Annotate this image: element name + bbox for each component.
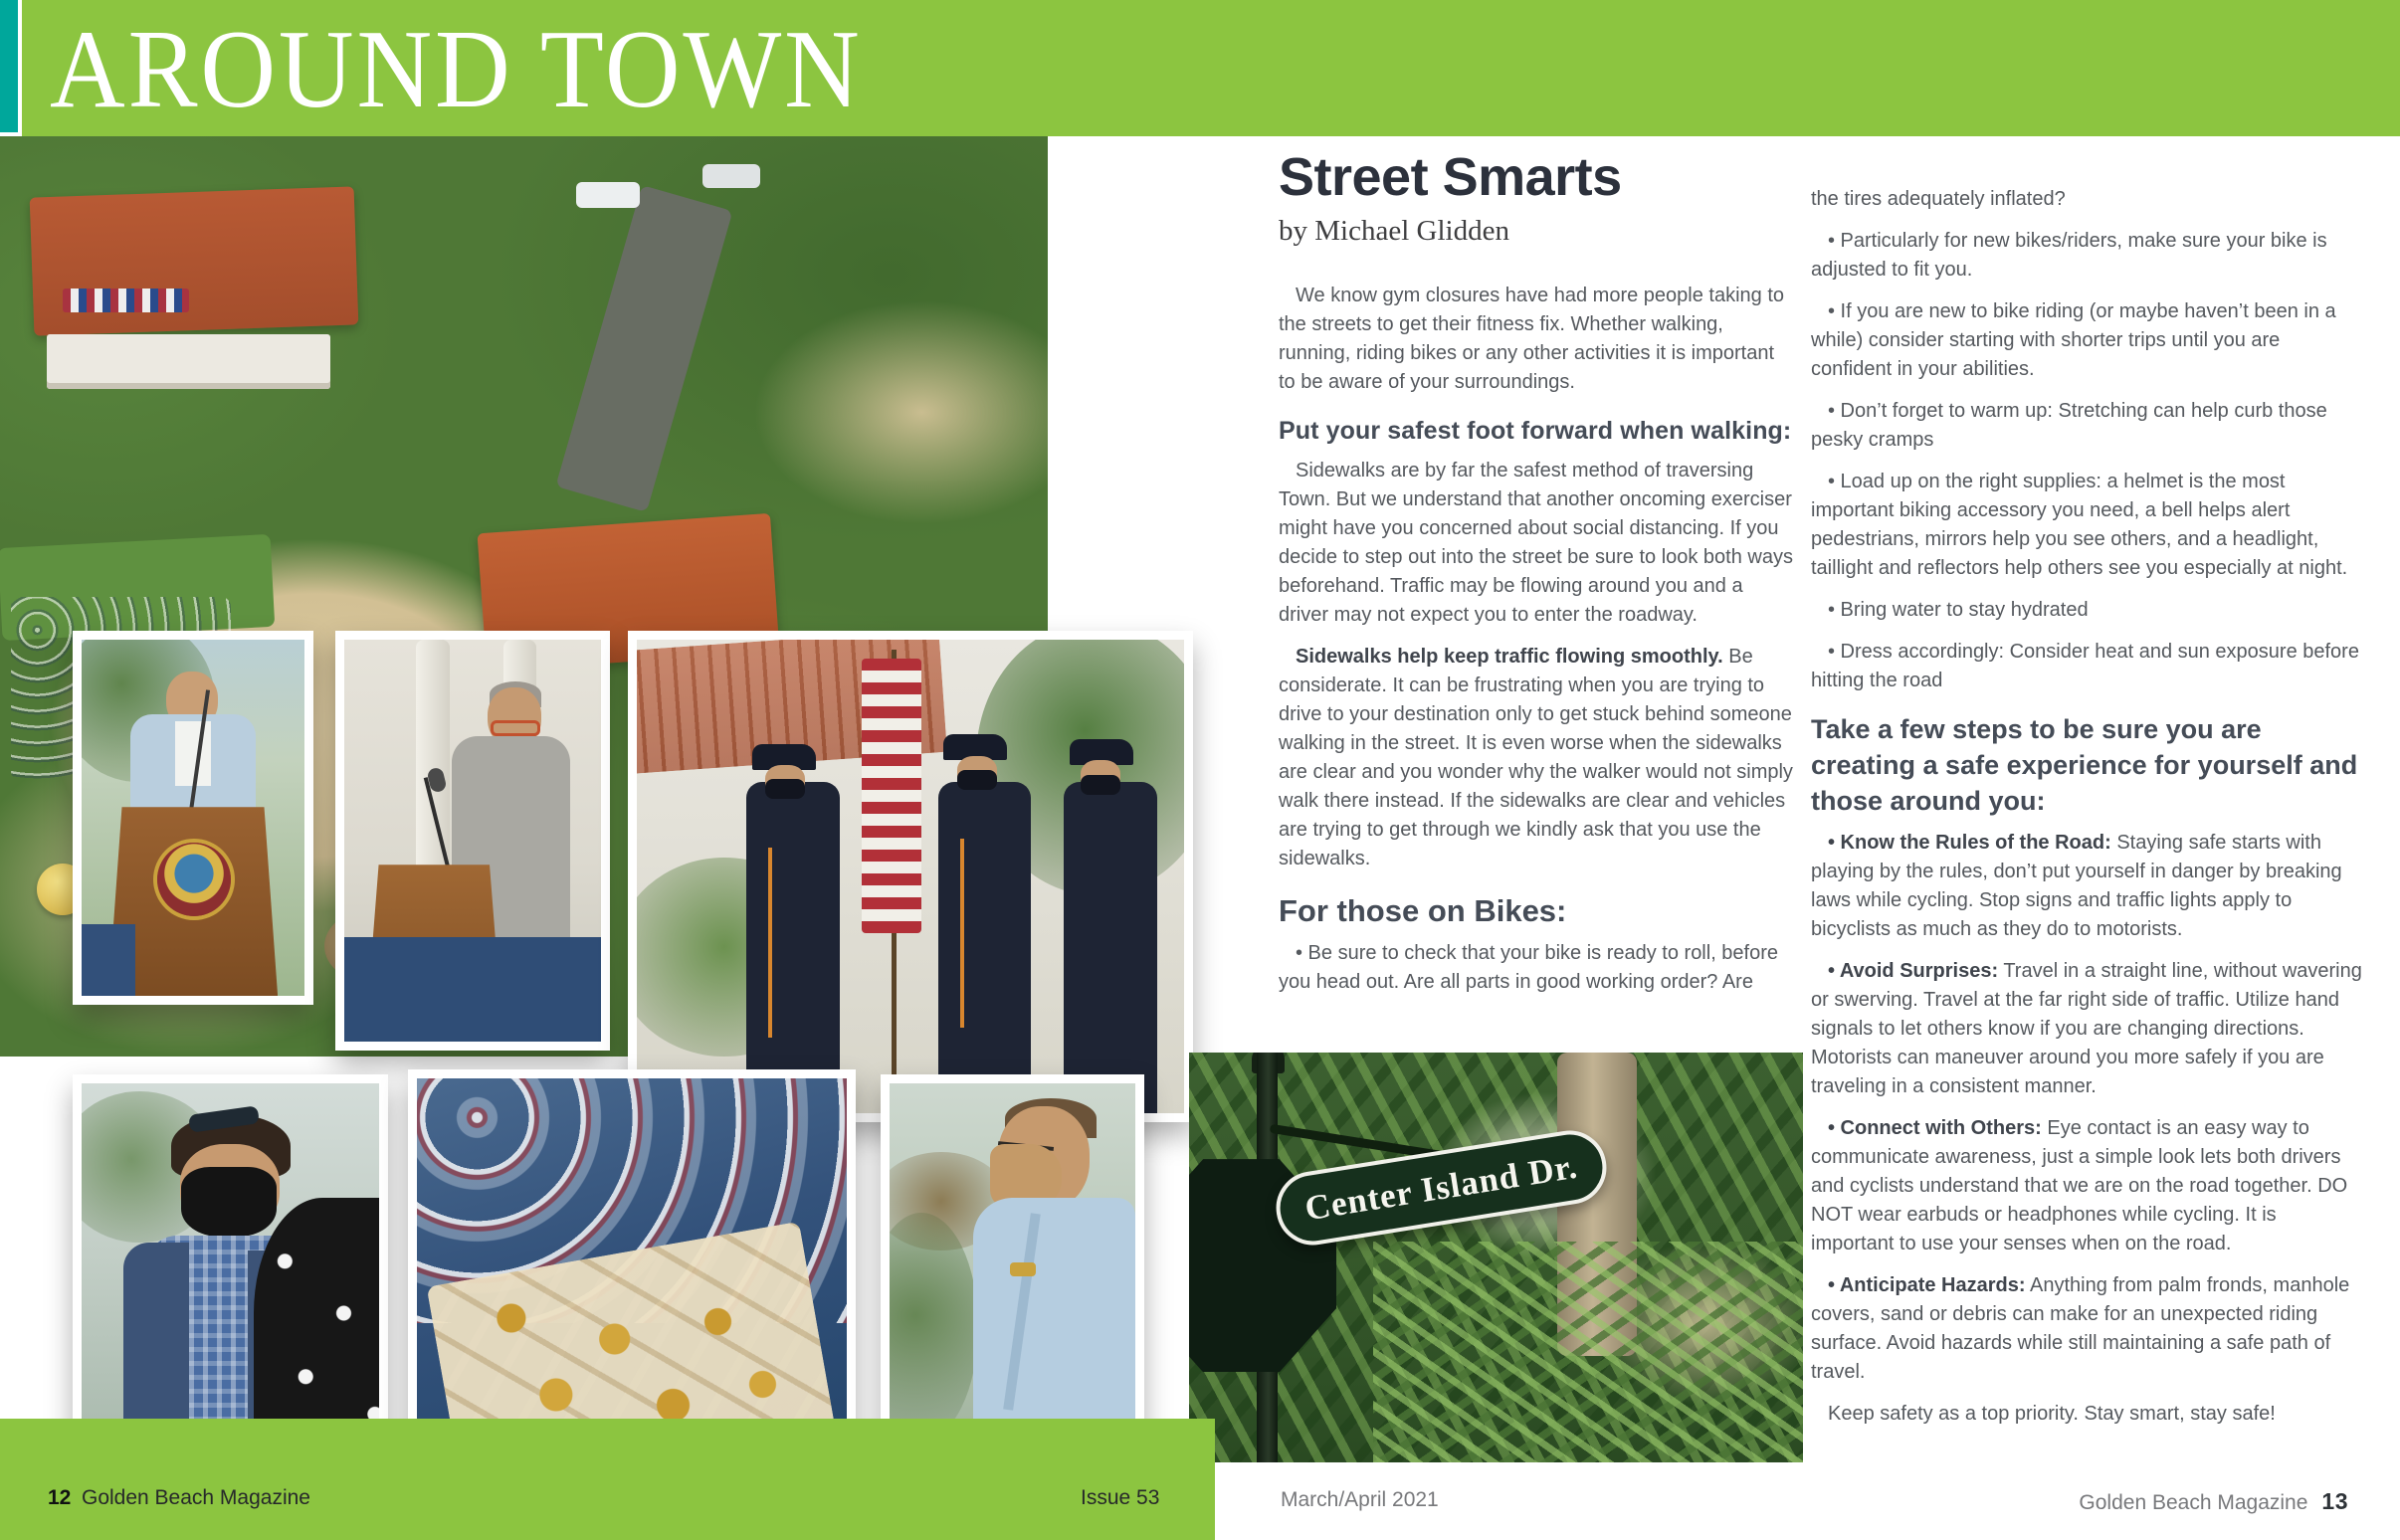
paragraph-closing: Keep safety as a top priority. Stay smart, stay safe! [1828, 1403, 2276, 1425]
american-flag [862, 659, 922, 933]
paragraph-continuation: the tires adequately inflated? [1811, 188, 2066, 210]
teal-accent-bar [0, 0, 18, 132]
blue-tablecloth [82, 924, 135, 996]
black-face-mask [765, 779, 805, 799]
tip-label: • Know the Rules of the Road: [1828, 832, 2111, 854]
tip-item [1811, 1271, 2364, 1387]
uniform-trim [768, 848, 772, 1037]
paragraph-sidewalks: Sidewalks are by far the safest method of traversing Town. But we understand that another oncoming exerciser might have you concerned about social distancing. If you decide to step out into the street be sure to look both ways beforehand. Traffic may be flowing around you and a driver may not expect you to enter the roadway. [1279, 460, 1793, 626]
bullet-item: • Bring water to stay hydrated [1828, 599, 2089, 621]
issue-number: Issue 53 [1081, 1486, 1160, 1509]
tip-text: Staying safe starts with playing by the rules, don’t put yourself in danger by breaking laws while cycling. Stop signs and traffic lights apply to bicyclists as much as they do to motorists. [1811, 832, 2342, 940]
photo-speaker-podium-1 [73, 631, 313, 1005]
bullet-item: • Load up on the right supplies: a helmet is the most important biking accessory you need, a bell helps alert pedestrians, mirrors help you see others, and a headlight, taillight and reflectors help others see you especially at night. [1811, 471, 2348, 579]
page-number-right: 13 [2321, 1488, 2348, 1514]
article-column-1 [1279, 149, 1796, 1010]
article-byline: by Michael Glidden [1279, 215, 1509, 247]
bullet-item: • Dress accordingly: Consider heat and sun exposure before hitting the road [1811, 641, 2359, 691]
section-title: AROUND TOWN [50, 8, 863, 131]
photo-center-island-drive [1189, 1053, 1803, 1462]
paragraph-intro: We know gym closures have had more people taking to the streets to get their fitness fix. Whether walking, running, riding bikes or any other activities it is important to be aware of your surroundings. [1279, 285, 1785, 393]
bullet-item: • If you are new to bike riding (or maybe haven’t been in a while) consider starting with shorter trips until you are confident in your abilities. [1811, 300, 2336, 380]
photo-police-honor-guard [628, 631, 1193, 1122]
magazine-name-right: Golden Beach Magazine [2079, 1491, 2308, 1514]
bullet-bike-check: • Be sure to check that your bike is ready to roll, before you head out. Are all parts in good working order? Are [1279, 942, 1779, 993]
black-face-mask [1081, 775, 1120, 795]
police-officer [1064, 782, 1157, 1113]
street-sign-label: Center Island Dr. [1302, 1146, 1581, 1229]
tip-text: Eye contact is an easy way to communicate awareness, just a simple look lets both drivers and cyclists understand that we are on the road together. DO NOT wear earbuds or headphones while cycling. It is important to use your senses when on the road. [1811, 1117, 2348, 1254]
tip-label: • Connect with Others: [1828, 1117, 2042, 1139]
heading-steps: Take a few steps to be sure you are creating a safe experience for yourself and those around you: [1811, 714, 2358, 816]
tip-item [1811, 957, 2364, 1101]
bullet-item: • Don’t forget to warm up: Stretching can help curb those pesky cramps [1811, 400, 2327, 451]
tip-text: Anything from palm fronds, manhole covers, sand or debris can make for an unexpected riding surface. Avoid hazards while still maintaining a safe path of travel. [1811, 1274, 2350, 1383]
parked-car [576, 182, 640, 208]
uniform-trim [960, 839, 964, 1028]
article-column-2 [1811, 185, 2364, 1442]
orange-glasses [491, 720, 540, 736]
magazine-name-left: Golden Beach Magazine [82, 1486, 310, 1509]
patriotic-bunting [63, 289, 188, 312]
page-number-left: 12 [48, 1486, 72, 1509]
bullet-item: • Particularly for new bikes/riders, make sure your bike is adjusted to fit you. [1811, 230, 2327, 281]
driveway [556, 185, 733, 511]
paragraph-traffic-rest: Be considerate. It can be frustrating when you are trying to drive to your destination only to get stuck behind someone walking in the street. It is even worse when the sidewalks are clear and you wonder why the walker would not simply walk there instead. If the sidewalks are clear and vehicles are trying to get through we kindly ask that you use the sidewalks. [1279, 646, 1793, 869]
police-officer [746, 782, 840, 1113]
footer-right [2079, 1488, 2348, 1515]
police-officer [938, 782, 1032, 1113]
paragraph-traffic [1279, 643, 1796, 873]
footer-green-band [0, 1419, 1215, 1540]
tip-item [1811, 829, 2364, 944]
palm-fronds [1373, 1242, 1803, 1462]
tip-label: • Anticipate Hazards: [1828, 1274, 2026, 1296]
tip-text: Travel in a straight line, without wavering or swerving. Travel at the far right side of traffic. Utilize hand signals to let others know if you are changing directions. Motorists can maneuver around you more safely if you are traveling in a consistent manner. [1811, 960, 2362, 1097]
red-tile-roof [29, 186, 358, 335]
tip-label: • Avoid Surprises: [1828, 960, 1999, 982]
name-badge [1010, 1262, 1036, 1276]
black-face-mask [957, 770, 997, 790]
bold-lead: Sidewalks help keep traffic flowing smoothly. [1296, 646, 1723, 668]
article-title: Street Smarts [1279, 147, 1622, 207]
photo-masked-conversation [73, 1074, 388, 1472]
issue-date: March/April 2021 [1281, 1488, 1439, 1511]
heading-bikes: For those on Bikes: [1279, 893, 1567, 928]
black-face-mask [181, 1167, 277, 1237]
parked-car [702, 164, 760, 188]
photo-blue-suit-profile [881, 1074, 1144, 1472]
blue-tablecloth [344, 937, 601, 1042]
photo-speaker-podium-2 [335, 631, 610, 1051]
heading-walking: Put your safest foot forward when walking: [1279, 417, 1792, 445]
arched-colonnade [47, 334, 329, 390]
town-seal [157, 843, 231, 916]
tip-item [1811, 1114, 2364, 1258]
